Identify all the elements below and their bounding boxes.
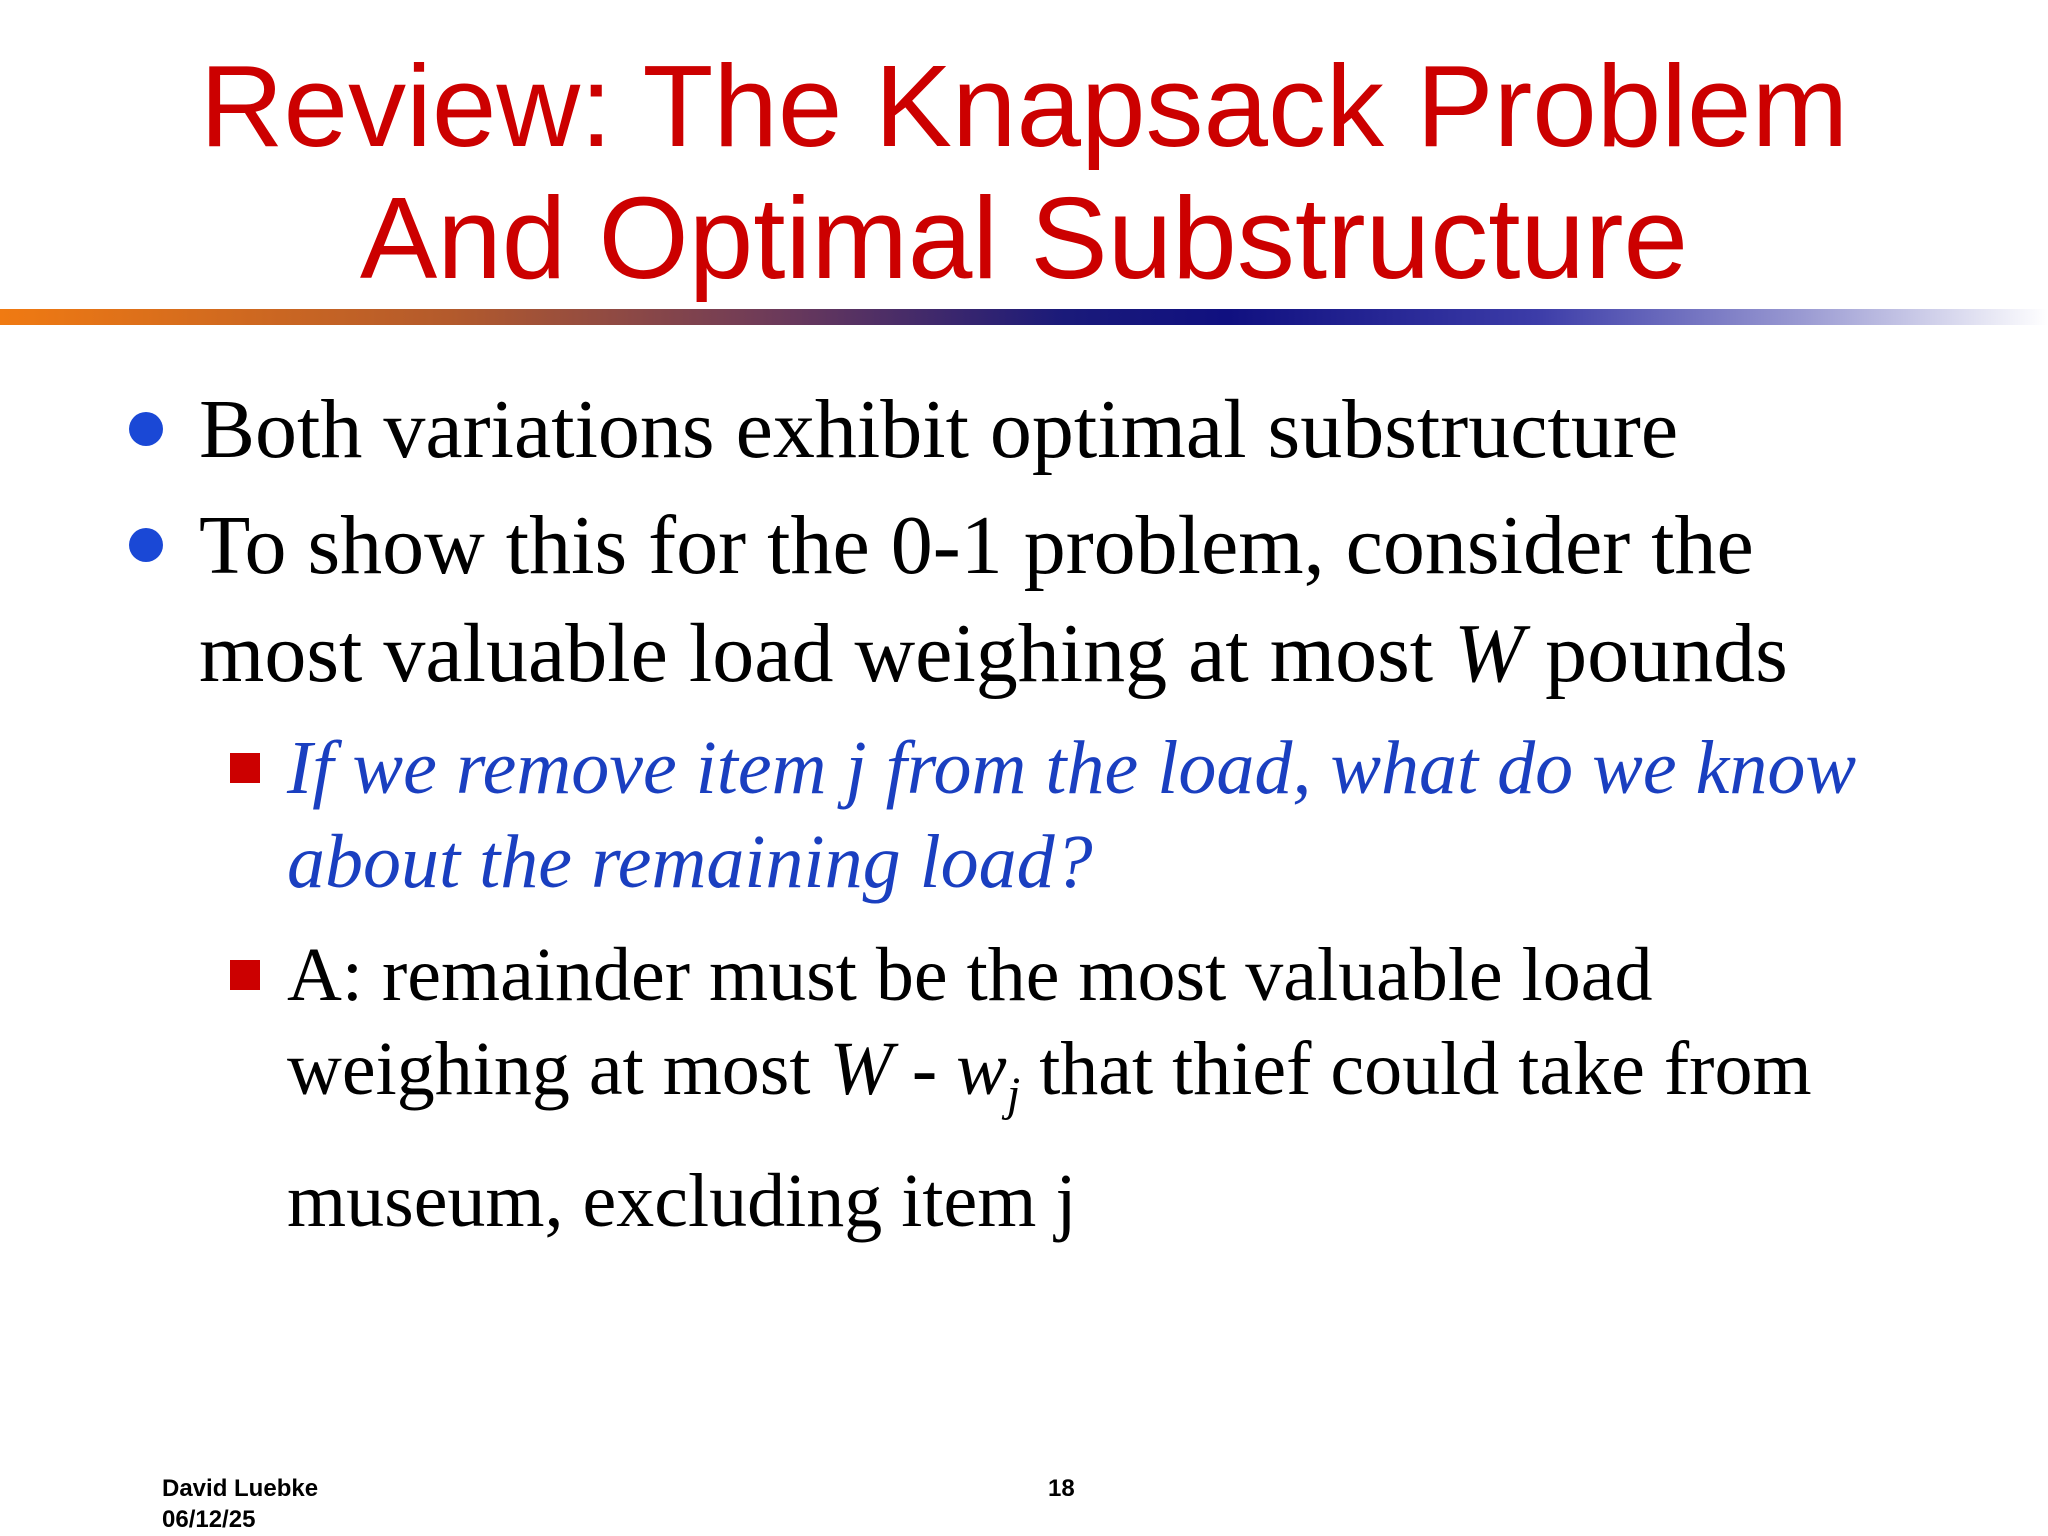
slide-title-line1: Review: The Knapsack Problem bbox=[199, 41, 1849, 171]
footer-page-number: 18 bbox=[1048, 1475, 1075, 1502]
sub-bullet-line1: A: remainder must be the most valuable load bbox=[287, 933, 1653, 1017]
bullet-item-1 bbox=[199, 376, 1979, 484]
bullet-dot-icon bbox=[129, 412, 163, 446]
bullet-text-line1: To show this for the 0-1 problem, consider the bbox=[199, 499, 1754, 592]
slide-title bbox=[0, 40, 2048, 304]
sub-bullet-line2: about the remaining load? bbox=[287, 820, 1093, 904]
sub-bullet-line2: weighing at most W - $w_j$ that thief could take from bbox=[287, 1027, 1812, 1122]
sub-bullet-square-icon bbox=[230, 753, 260, 783]
bullet-dot-icon bbox=[129, 528, 163, 562]
bullet-text-line2: most valuable load weighing at most W pounds bbox=[199, 607, 1788, 700]
sub-bullet-question bbox=[287, 721, 2007, 909]
variable-W: W bbox=[1454, 607, 1525, 700]
sub-bullet-line1: If we remove item j from the load, what do we know bbox=[287, 726, 1857, 810]
sub-bullet-answer bbox=[287, 928, 2007, 1248]
subscript-j: j bbox=[1006, 1068, 1021, 1122]
bullet-text: Both variations exhibit optimal substructure bbox=[199, 383, 1679, 476]
footer-author: David Luebke bbox=[162, 1475, 319, 1502]
variable-w: w bbox=[956, 1027, 1007, 1111]
variable-W: W bbox=[829, 1027, 893, 1111]
footer-date: 06/12/25 bbox=[162, 1506, 256, 1533]
title-gradient-divider bbox=[0, 309, 2048, 325]
slide-title-line2: And Optimal Substructure bbox=[359, 173, 1689, 303]
sub-bullet-square-icon bbox=[230, 960, 260, 990]
bullet-item-2 bbox=[199, 492, 1979, 708]
sub-bullet-line3: museum, excluding item j bbox=[287, 1159, 1077, 1244]
